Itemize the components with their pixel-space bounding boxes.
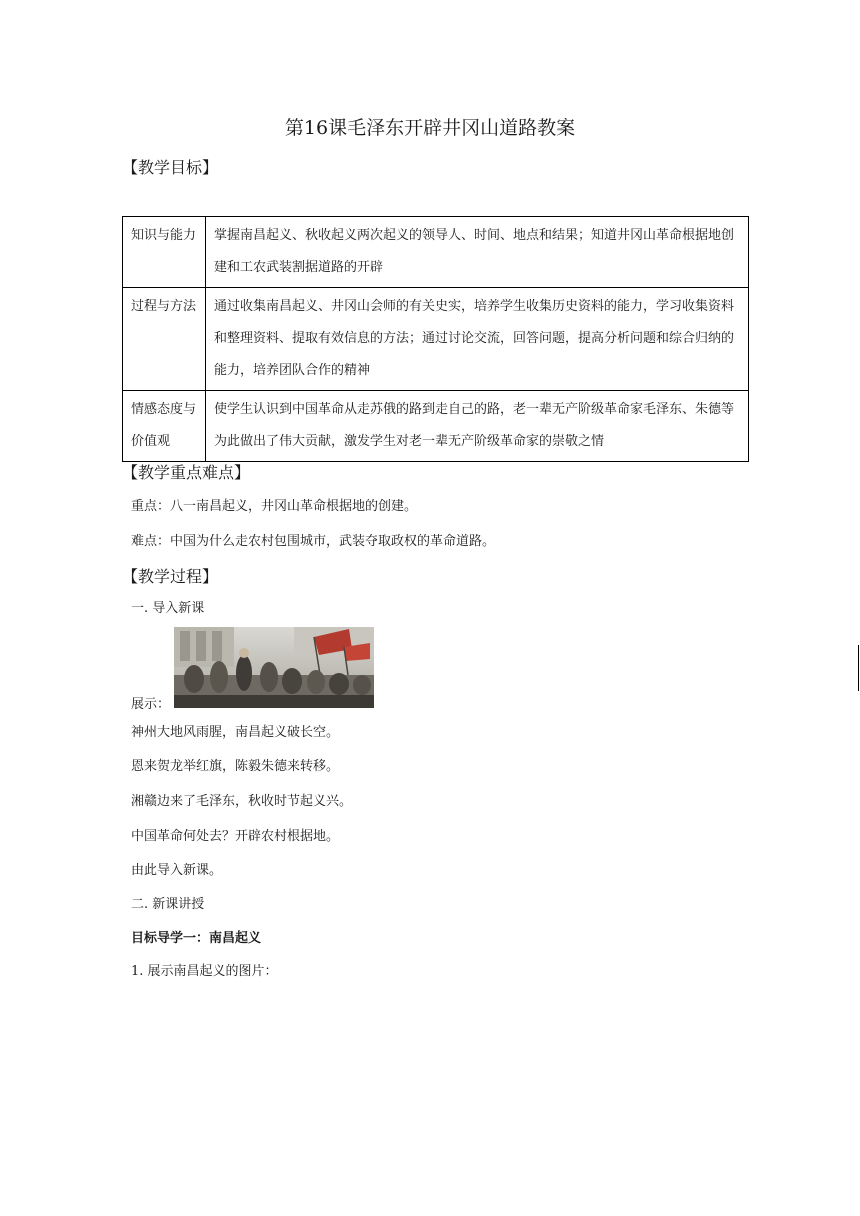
row-label-knowledge: 知识与能力 (123, 217, 206, 288)
goal-one-heading: 目标导学一：南昌起义 (131, 931, 262, 946)
row-content-knowledge: 掌握南昌起义、秋收起义两次起义的领导人、时间、地点和结果；知道井冈山革命根据地创建和工农武装割据道路的开辟 (206, 217, 749, 288)
intro-end: 由此导入新课。 (131, 863, 223, 878)
poem-line-3: 湘赣边来了毛泽东，秋收时节起义兴。 (131, 794, 353, 809)
intro-heading: 一. 导入新课 (131, 601, 205, 616)
row-label-process: 过程与方法 (123, 288, 206, 391)
poem-line-4: 中国革命何处去？开辟农村根据地。 (131, 829, 340, 844)
table-row (123, 391, 749, 462)
poem-line-2: 恩来贺龙举红旗，陈毅朱德来转移。 (131, 759, 340, 774)
page-edge-mark (858, 645, 859, 691)
difficulty-point: 难点：中国为什么走农村包围城市，武装夺取政权的革命道路。 (131, 534, 496, 549)
document-title: 第16课毛泽东开辟井冈山道路教案 (284, 117, 576, 139)
row-content-process: 通过收集南昌起义、井冈山会师的有关史实，培养学生收集历史资料的能力，学习收集资料和整理资料、提取有效信息的方法；通过讨论交流，回答问题，提高分析问题和综合归纳的能力，培养团队合作的精神 (206, 288, 749, 391)
lesson-heading: 二. 新课讲授 (131, 897, 205, 912)
uprising-photo (174, 627, 374, 708)
table-row (123, 217, 749, 288)
keypoints-heading: 【教学重点难点】 (122, 463, 251, 482)
row-content-attitude: 使学生认识到中国革命从走苏俄的路到走自己的路，老一辈无产阶级革命家毛泽东、朱德等为此做出了伟大贡献，激发学生对老一辈无产阶级革命家的崇敬之情 (206, 391, 749, 462)
process-heading: 【教学过程】 (122, 567, 219, 586)
key-point: 重点：八一南昌起义，井冈山革命根据地的创建。 (131, 499, 418, 514)
row-label-attitude: 情感态度与价值观 (123, 391, 206, 462)
objectives-heading: 【教学目标】 (122, 158, 219, 177)
step-one: 1. 展示南昌起义的图片： (131, 964, 278, 979)
table-row (123, 288, 749, 391)
showcase-label: 展示： (131, 697, 171, 712)
objectives-table (122, 216, 749, 462)
poem-line-1: 神州大地风雨腥，南昌起义破长空。 (131, 725, 340, 740)
